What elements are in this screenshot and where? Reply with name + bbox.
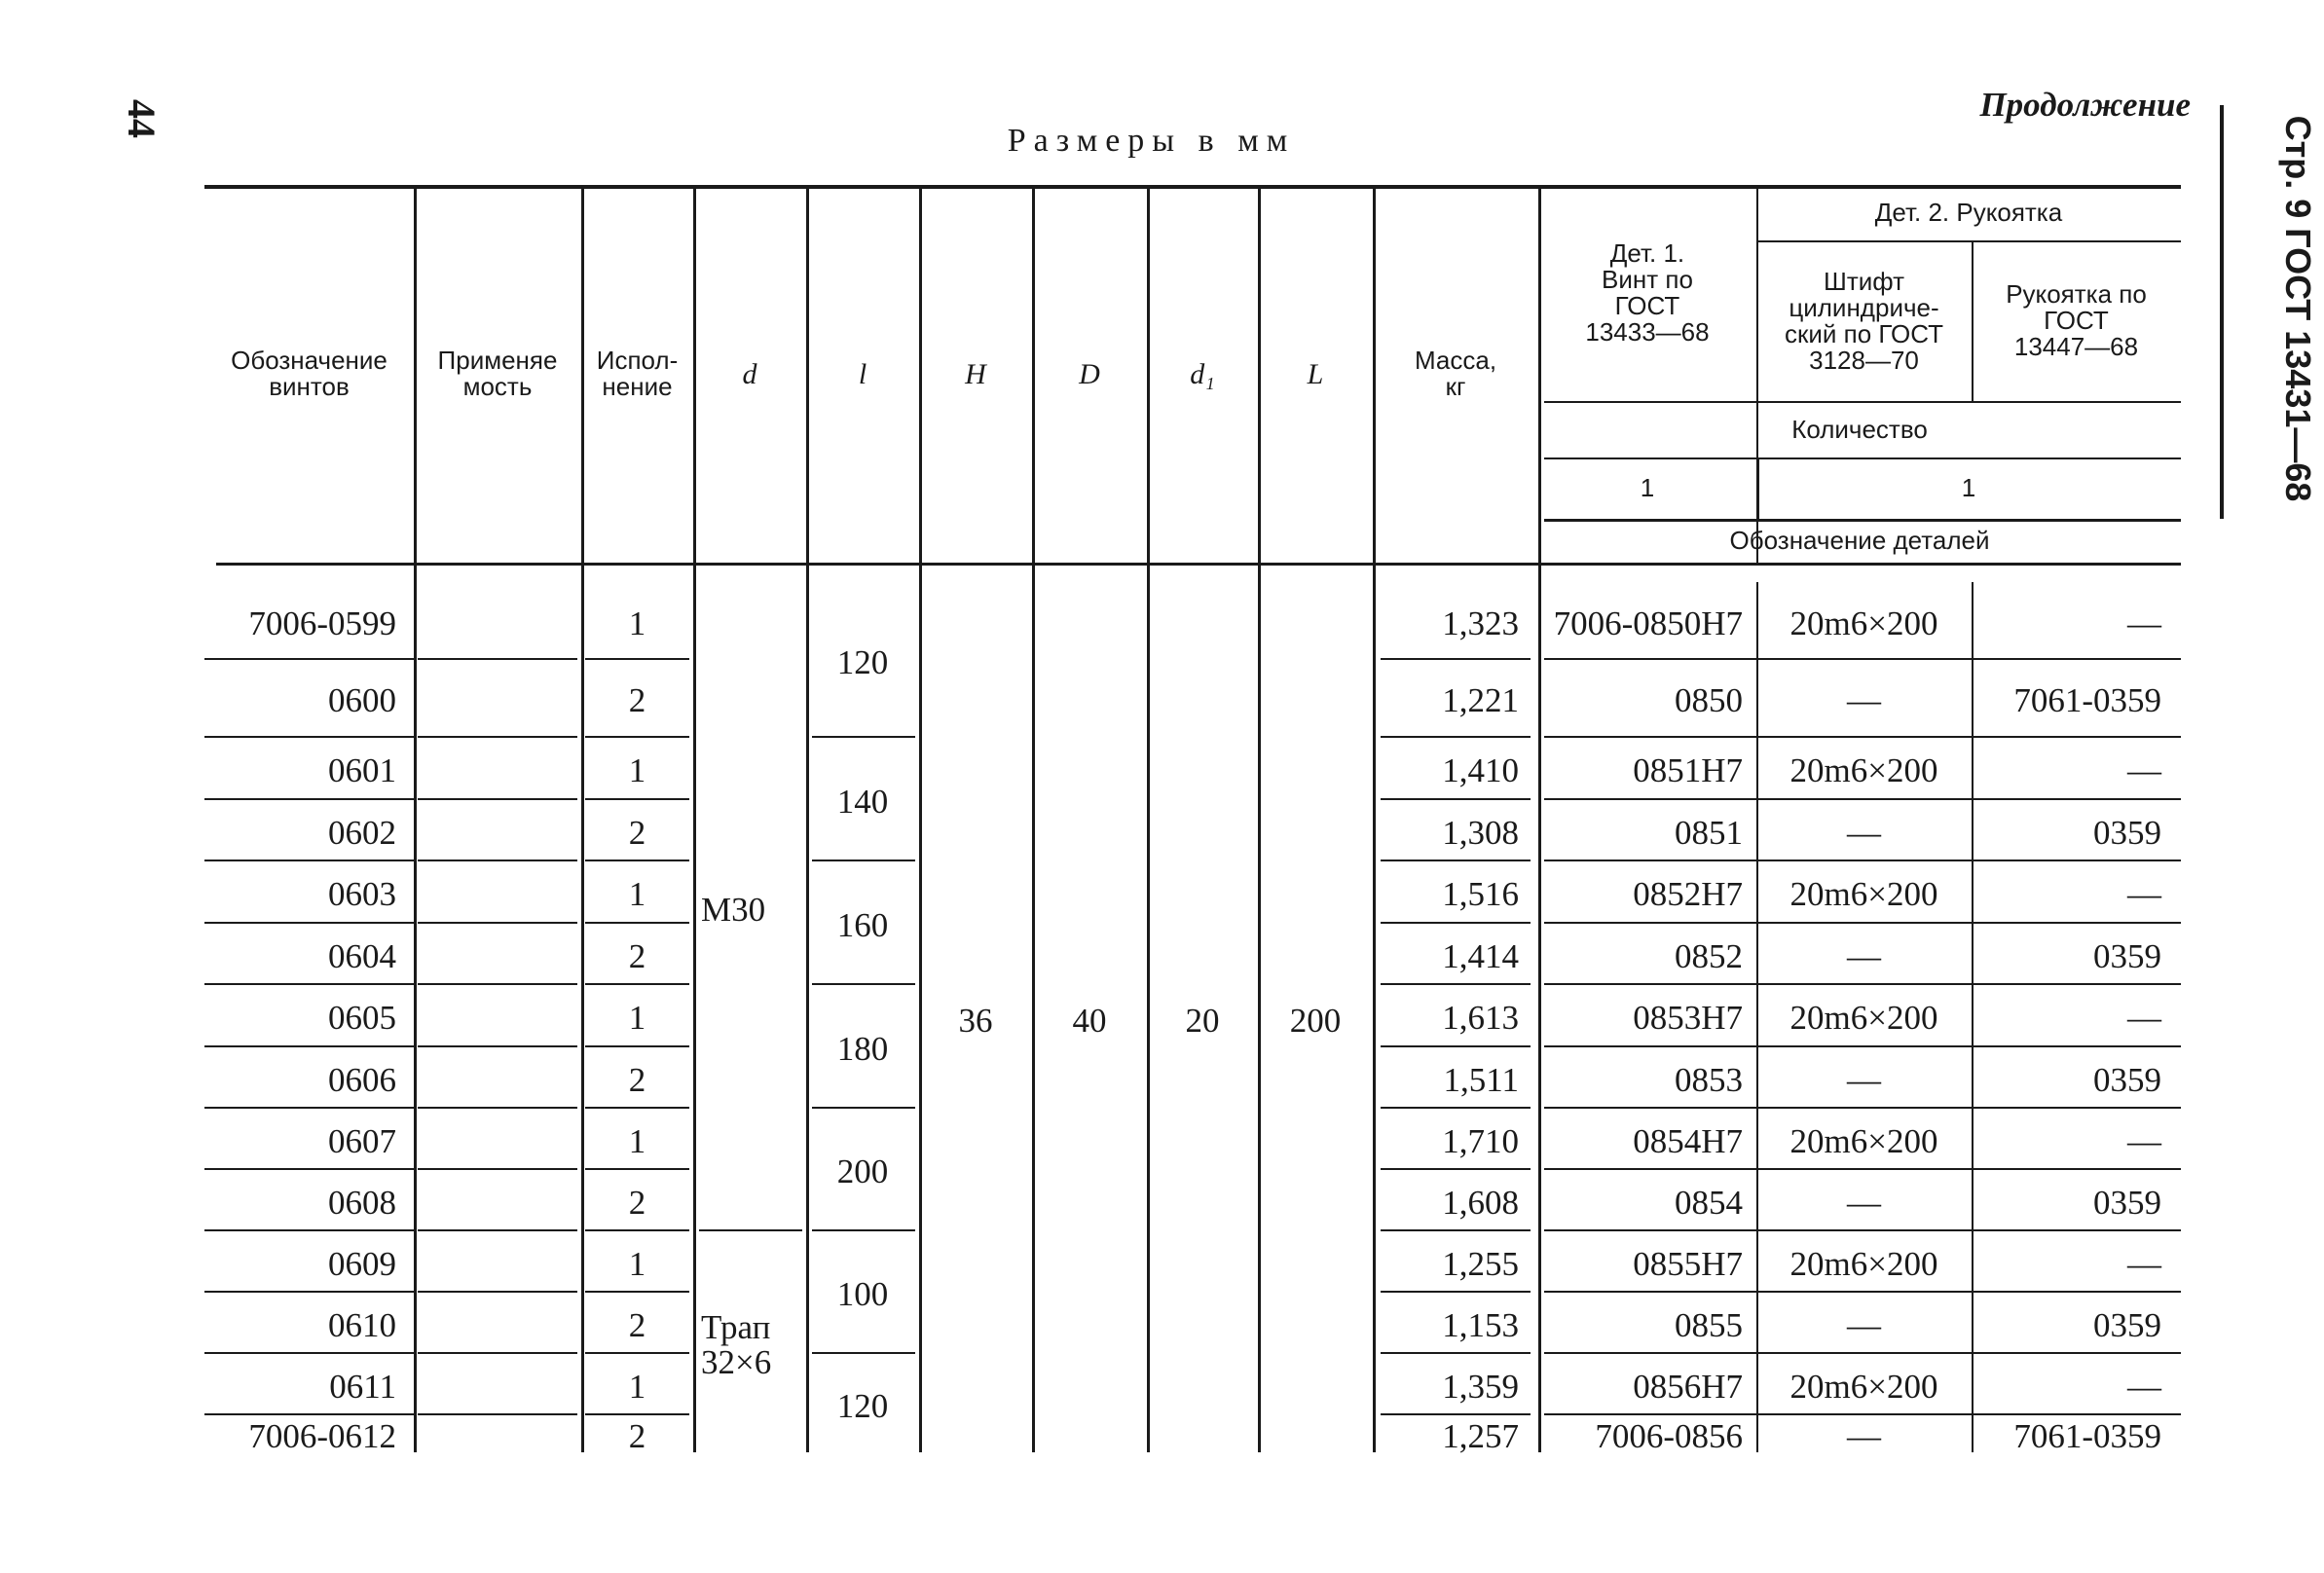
row-pin: 20m6×200 <box>1789 999 1938 1037</box>
row-handle: 7061-0359 <box>2013 1417 2161 1455</box>
row-version: 1 <box>628 1244 646 1283</box>
row-mass: 1,221 <box>1442 681 1519 719</box>
row-pin: 20m6×200 <box>1789 875 1938 913</box>
row-det1: 0850 <box>1675 681 1743 719</box>
group-l: 180 <box>836 1029 889 1068</box>
row-version: 1 <box>628 875 646 913</box>
row-version: 2 <box>628 1305 646 1344</box>
row-designation: 0608 <box>328 1183 396 1222</box>
row-designation: 0606 <box>328 1060 396 1099</box>
row-handle: 0359 <box>2093 936 2161 975</box>
row-mass: 1,414 <box>1442 936 1519 975</box>
row-designation: 0600 <box>328 681 396 719</box>
row-mass: 1,410 <box>1442 751 1519 789</box>
row-designation: 0601 <box>328 751 396 789</box>
merged-h: 36 <box>958 1002 993 1040</box>
row-designation: 0602 <box>328 813 396 852</box>
group-rule <box>812 983 915 985</box>
header-parts-designation: Обозначение деталей <box>1729 526 1990 555</box>
row-det1: 0854 <box>1675 1183 1743 1222</box>
group-l: 120 <box>836 1386 889 1425</box>
header-d1: d₁ <box>1190 357 1215 390</box>
row-mass: 1,308 <box>1442 813 1519 852</box>
row-designation: 0610 <box>328 1305 396 1344</box>
row-designation: 0609 <box>328 1244 396 1283</box>
row-det1: 0852Н7 <box>1633 875 1743 913</box>
row-mass: 1,710 <box>1442 1121 1519 1160</box>
row-handle: 0359 <box>2093 1305 2161 1344</box>
row-handle: 0359 <box>2093 813 2161 852</box>
group-rule <box>699 1229 802 1231</box>
continuation-label: Продолжение <box>1979 86 2191 124</box>
row-pin: 20m6×200 <box>1789 1121 1938 1160</box>
row-det1: 0855 <box>1675 1305 1743 1344</box>
row-handle: — <box>2127 1244 2161 1283</box>
row-version: 1 <box>628 999 646 1037</box>
group-rule <box>812 736 915 738</box>
row-designation: 0603 <box>328 875 396 913</box>
header-H: H <box>965 357 986 390</box>
row-mass: 1,608 <box>1442 1183 1519 1222</box>
row-det1: 0851 <box>1675 813 1743 852</box>
header-l: l <box>858 357 867 390</box>
header-bottom-rule <box>216 563 2181 566</box>
header-L: L <box>1307 357 1324 390</box>
row-version: 2 <box>628 681 646 719</box>
row-pin: — <box>1847 936 1881 975</box>
row-mass: 1,323 <box>1442 604 1519 642</box>
row-version: 1 <box>628 604 646 642</box>
header-applicability: Применяе мость <box>437 346 558 401</box>
row-version: 2 <box>628 813 646 852</box>
row-mass: 1,153 <box>1442 1305 1519 1344</box>
row-pin: — <box>1847 1305 1881 1344</box>
header-version: Испол- нение <box>596 346 679 401</box>
header-det1: Дет. 1. Винт по ГОСТ 13433—68 <box>1585 238 1710 347</box>
row-designation: 0611 <box>329 1367 396 1406</box>
merged-d1: 20 <box>1185 1002 1220 1040</box>
row-rule <box>418 1168 577 1170</box>
row-rule <box>418 1352 577 1354</box>
row-rule <box>418 798 577 800</box>
row-handle: — <box>2127 604 2161 642</box>
group-rule <box>812 860 915 861</box>
row-pin: 20m6×200 <box>1789 604 1938 642</box>
row-version: 1 <box>628 1367 646 1406</box>
row-det1: 0855Н7 <box>1633 1244 1743 1283</box>
row-mass: 1,613 <box>1442 999 1519 1037</box>
row-handle: — <box>2127 1121 2161 1160</box>
row-mass: 1,516 <box>1442 875 1519 913</box>
row-pin: — <box>1847 1060 1881 1099</box>
row-det1: 0853Н7 <box>1633 999 1743 1037</box>
row-rule <box>418 1045 577 1047</box>
group-l: 100 <box>836 1275 889 1313</box>
row-version: 2 <box>628 1060 646 1099</box>
header-designation: Обозначение винтов <box>231 346 387 401</box>
header-pin: Штифт цилиндриче- ский по ГОСТ 3128—70 <box>1784 266 1944 375</box>
row-mass: 1,257 <box>1442 1417 1519 1455</box>
row-version: 2 <box>628 936 646 975</box>
header-quantity: Количество <box>1791 414 1928 444</box>
row-handle: — <box>2127 875 2161 913</box>
header-handle: Рукоятка по ГОСТ 13447—68 <box>2006 279 2147 361</box>
row-pin: — <box>1847 1183 1881 1222</box>
header-d: d <box>742 357 757 390</box>
row-version: 2 <box>628 1183 646 1222</box>
row-det1: 0853 <box>1675 1060 1743 1099</box>
group-d: М30 <box>701 890 766 929</box>
row-rule <box>418 1413 577 1415</box>
row-handle: 0359 <box>2093 1060 2161 1099</box>
row-pin: — <box>1847 813 1881 852</box>
row-version: 1 <box>628 751 646 789</box>
row-handle: — <box>2127 1367 2161 1406</box>
row-det1: 7006-0856 <box>1595 1417 1743 1455</box>
row-det1: 0856Н7 <box>1633 1367 1743 1406</box>
merged-d: 40 <box>1072 1002 1107 1040</box>
row-pin: — <box>1847 1417 1881 1455</box>
row-rule <box>418 658 577 660</box>
row-designation: 7006-0612 <box>248 1417 396 1455</box>
row-handle: — <box>2127 751 2161 789</box>
row-pin: 20m6×200 <box>1789 751 1938 789</box>
standard-label: Стр. 9 ГОСТ 13431—68 <box>2278 115 2318 502</box>
row-version: 1 <box>628 1121 646 1160</box>
row-pin: 20m6×200 <box>1789 1244 1938 1283</box>
header-det2: Дет. 2. Рукоятка <box>1874 198 2063 227</box>
row-handle: — <box>2127 999 2161 1037</box>
row-mass: 1,255 <box>1442 1244 1519 1283</box>
merged-l: 200 <box>1289 1002 1342 1040</box>
group-l: 120 <box>836 643 889 681</box>
group-d: Трап 32×6 <box>701 1307 772 1381</box>
row-designation: 7006-0599 <box>248 604 396 642</box>
row-rule <box>418 860 577 861</box>
row-handle: 7061-0359 <box>2013 681 2161 719</box>
row-designation: 0607 <box>328 1121 396 1160</box>
row-handle: 0359 <box>2093 1183 2161 1222</box>
header-qty2: 1 <box>1961 473 1976 502</box>
row-pin: 20m6×200 <box>1789 1367 1938 1406</box>
row-designation: 0605 <box>328 999 396 1037</box>
row-mass: 1,511 <box>1443 1060 1519 1099</box>
row-version: 2 <box>628 1417 646 1455</box>
row-rule <box>418 736 577 738</box>
row-mass: 1,359 <box>1442 1367 1519 1406</box>
row-det1: 0852 <box>1675 936 1743 975</box>
header-qty1: 1 <box>1640 473 1655 502</box>
row-rule <box>418 922 577 924</box>
row-rule <box>418 1291 577 1293</box>
row-pin: — <box>1847 681 1881 719</box>
row-rule <box>418 1107 577 1109</box>
group-l: 200 <box>836 1152 889 1190</box>
group-rule <box>812 1107 915 1109</box>
row-det1: 7006-0850Н7 <box>1553 604 1743 642</box>
units-note: Размеры в мм <box>1007 123 1296 159</box>
row-rule <box>418 983 577 985</box>
group-rule <box>812 1352 915 1354</box>
row-det1: 0854Н7 <box>1633 1121 1743 1160</box>
side-rule <box>2220 105 2224 519</box>
header-mass: Масса, кг <box>1414 346 1497 401</box>
row-rule <box>418 1229 577 1231</box>
group-l: 140 <box>836 782 889 821</box>
row-det1: 0851Н7 <box>1633 751 1743 789</box>
row-designation: 0604 <box>328 936 396 975</box>
header-D: D <box>1079 357 1100 390</box>
page-number: 44 <box>120 99 164 138</box>
group-rule <box>812 1229 915 1231</box>
group-l: 160 <box>836 905 889 944</box>
